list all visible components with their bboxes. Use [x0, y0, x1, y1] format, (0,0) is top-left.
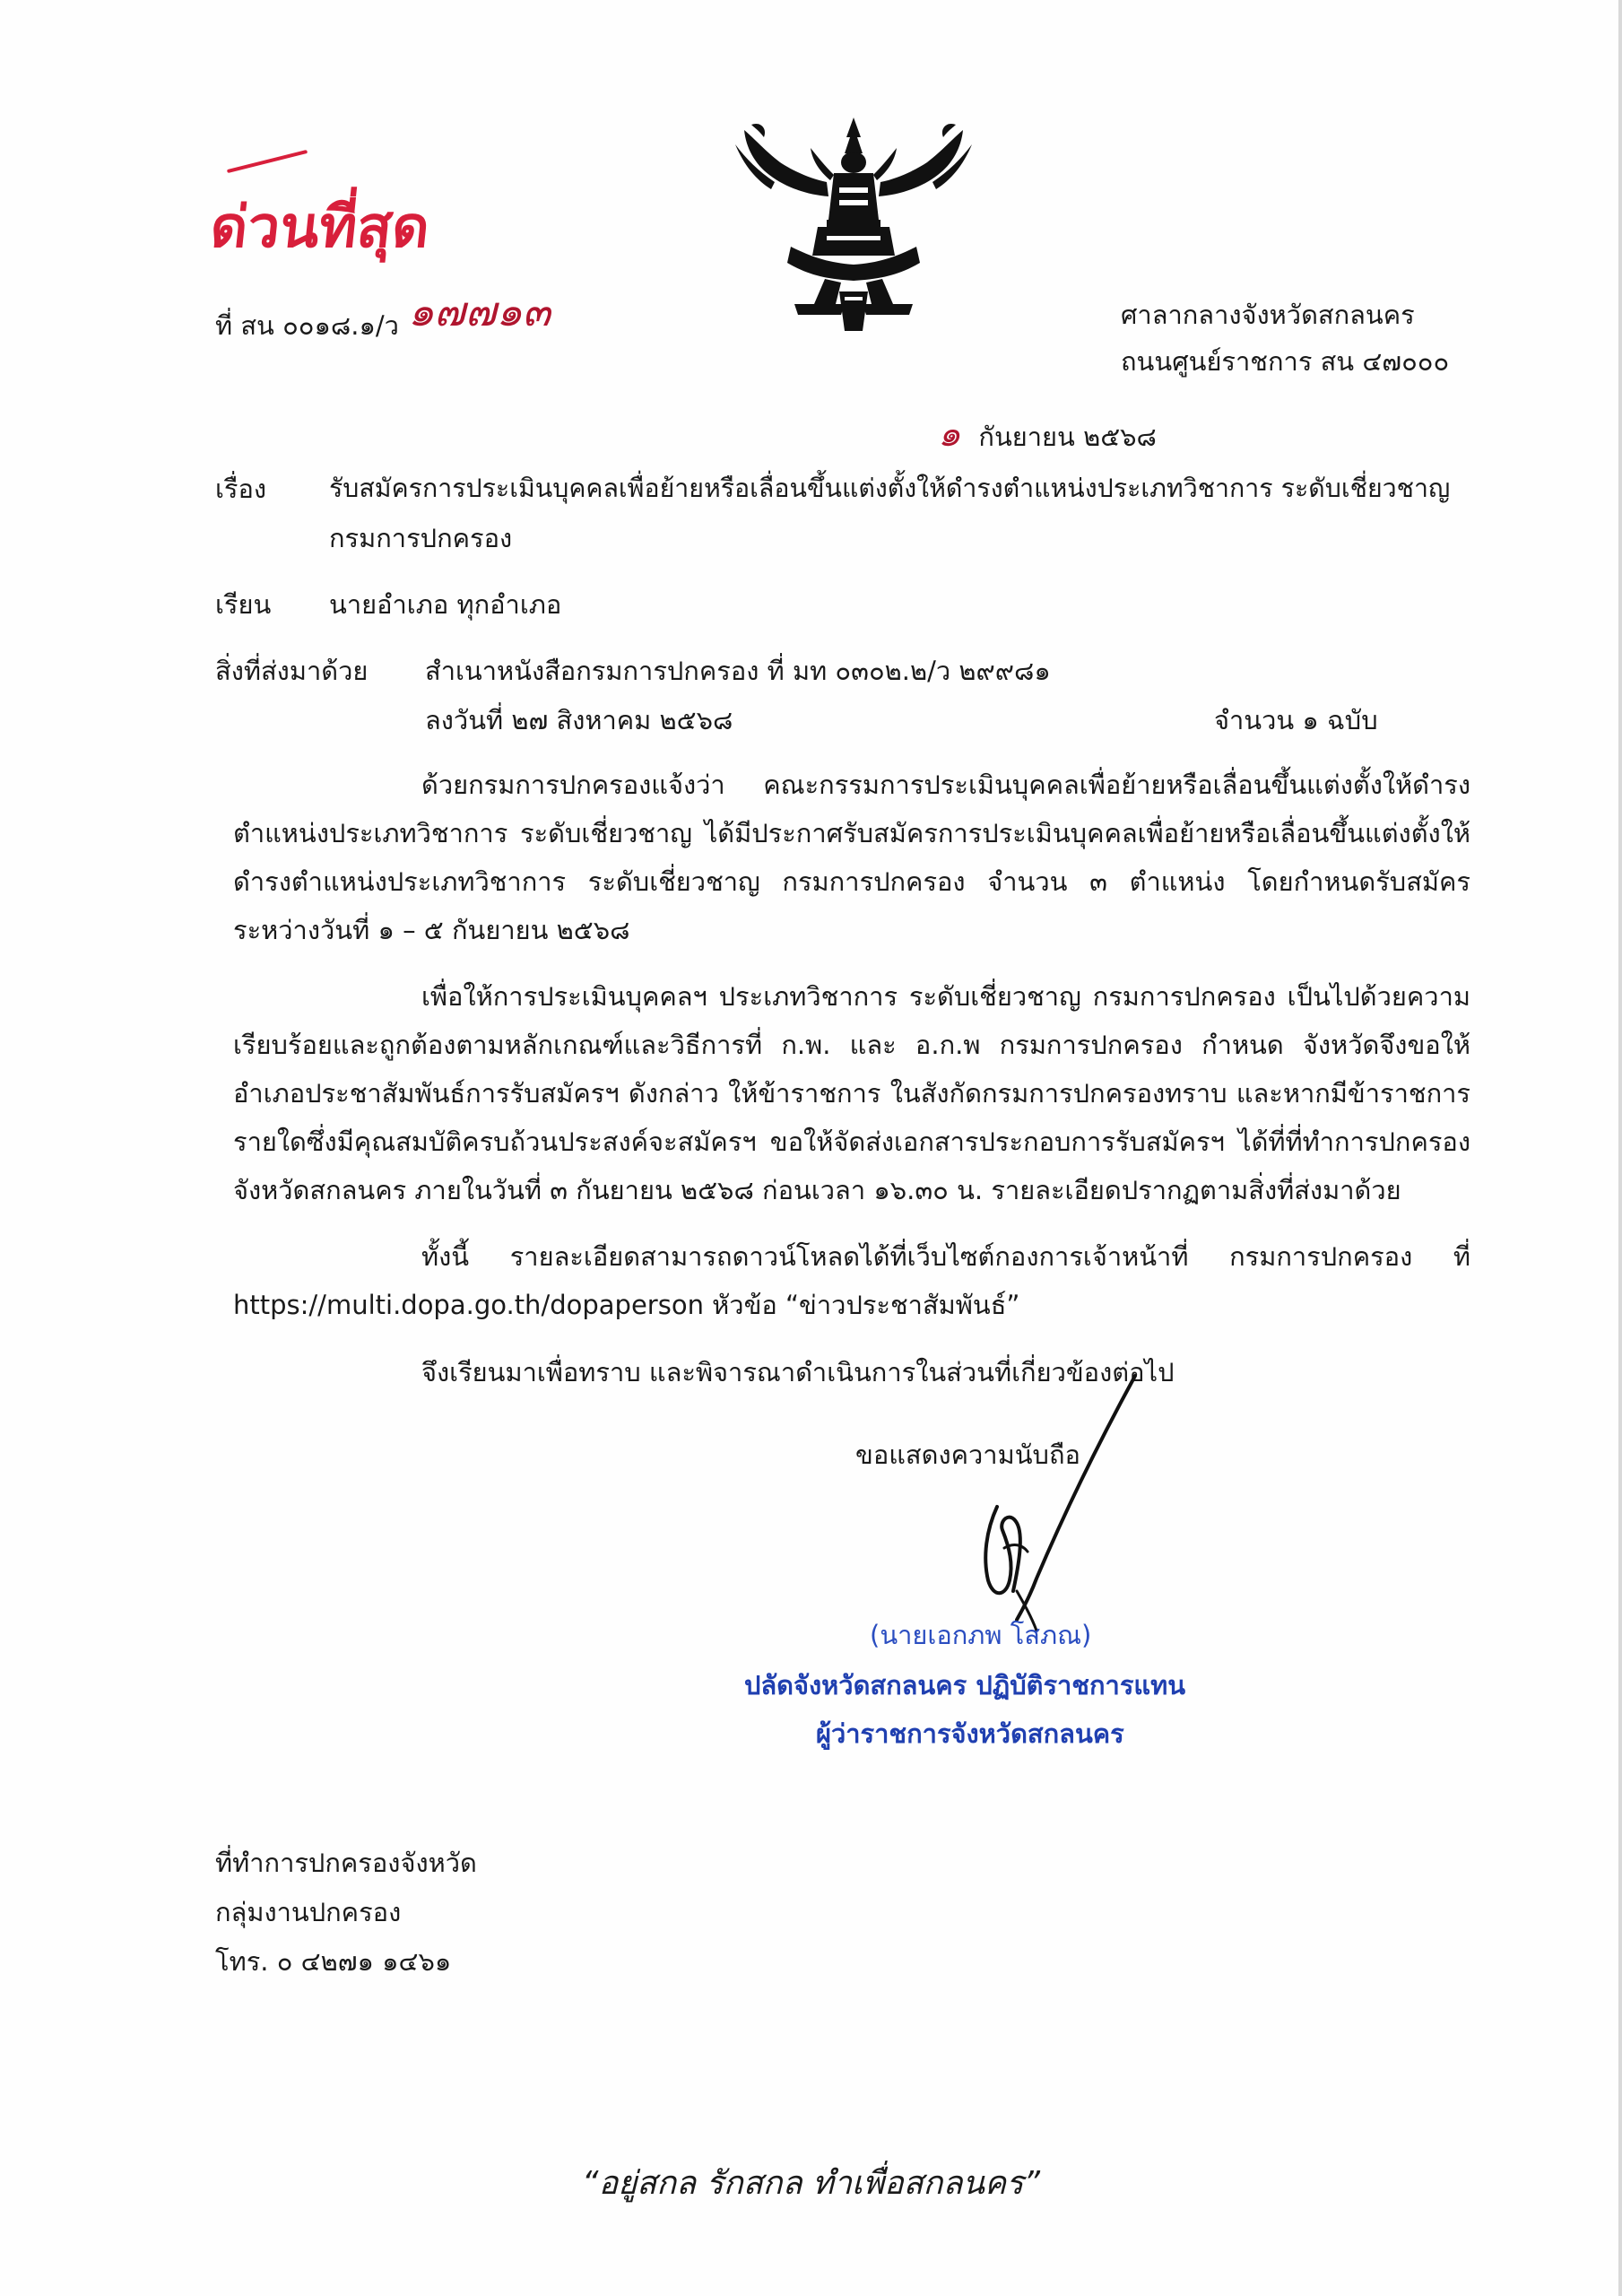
body-paragraph-3	[233, 1232, 1470, 1329]
garuda-emblem-icon	[728, 112, 979, 332]
office-line1: ที่ทำการปกครองจังหวัด	[215, 1848, 477, 1878]
sender-address-line1: ศาลากลางจังหวัดสกลนคร	[1121, 300, 1415, 330]
signatory-name: (นายเอกภพ โสภณ)	[870, 1620, 1092, 1650]
closing-salutation: ขอแสดงความนับถือ	[855, 1439, 1080, 1470]
paragraph-1-text: ด้วยกรมการปกครองแจ้งว่า คณะกรรมการประเมินบุคคลเพื่อย้ายหรือเลื่อนขึ้นแต่งตั้งให้ดำรงตำแหน่งประเภทวิชาการ ระดับเชี่ยวชาญ ได้มีประกาศรับสมัครการประเมินบุคคลเพื่อย้ายหรือเลื่อนขึ้นแต่งตั้งให้ดำรงตำแหน่งประเภทวิชาการ ระดับเชี่ยวชาญ กรมการปกครอง จำนวน ๓ ตำแหน่ง โดยกำหนดรับสมัครระหว่างวันที่ ๑ – ๕ กันยายน ๒๕๖๘	[233, 770, 1470, 945]
office-line2: กลุ่มงานปกครอง	[215, 1897, 402, 1927]
signatory-position-line2: ผู้ว่าราชการจังหวัดสกลนคร	[816, 1718, 1124, 1749]
urgency-stamp-mark	[227, 150, 308, 173]
date-month-year: กันยายน ๒๕๖๘	[978, 422, 1157, 452]
recipient-value: นายอำเภอ ทุกอำเภอ	[329, 589, 562, 620]
office-phone: โทร. ๐ ๔๒๗๑ ๑๔๖๑	[215, 1946, 452, 1977]
body-paragraph-2	[233, 972, 1470, 1214]
reference-handwritten: ๑๗๗๑๓	[407, 287, 551, 335]
reference-number	[215, 287, 551, 345]
signatory-position-line1: ปลัดจังหวัดสกลนคร ปฏิบัติราชการแทน	[744, 1670, 1186, 1700]
sender-address-line2: ถนนศูนย์ราชการ สน ๔๗๐๐๐	[1121, 346, 1450, 377]
enclosure-line1: สำเนาหนังสือกรมการปกครอง ที่ มท ๐๓๐๒.๒/ว ๒๙๙๘๑	[425, 656, 1051, 686]
paragraph-2-text: เพื่อให้การประเมินบุคคลฯ ประเภทวิชาการ ระดับเชี่ยวชาญ กรมการปกครอง เป็นไปด้วยความเรียบร้อยและถูกต้องตามหลักเกณฑ์และวิธีการที่ ก.พ. และ อ.ก.พ กรมการปกครอง กำหนด จังหวัดจึงขอให้อำเภอประชาสัมพันธ์การรับสมัครฯ ดังกล่าว ให้ข้าราชการ ในสังกัดกรมการปกครองทราบ และหากมีข้าราชการรายใดซึ่งมีคุณสมบัติครบถ้วนประสงค์จะสมัครฯ ขอให้จัดส่งเอกสารประกอบการรับสมัครฯ ได้ที่ที่ทำการปกครองจังหวัดสกลนคร ภายในวันที่ ๓ กันยายน ๒๕๖๘ ก่อนเวลา ๑๖.๓๐ น. รายละเอียดปรากฏตามสิ่งที่ส่งมาด้วย	[233, 981, 1470, 1205]
recipient-label: เรียน	[215, 589, 272, 620]
body-paragraph-1	[233, 761, 1470, 954]
subject-label: เรื่อง	[215, 474, 267, 504]
province-slogan: “อยู่สกล รักสกล ทำเพื่อสกลนคร”	[581, 2165, 1041, 2202]
enclosure-count: จำนวน ๑ ฉบับ	[1214, 705, 1378, 735]
letter-date	[938, 413, 1157, 456]
date-day-handwritten: ๑	[938, 413, 961, 455]
subject-line1: รับสมัครการประเมินบุคคลเพื่อย้ายหรือเลื่อนขึ้นแต่งตั้งให้ดำรงตำแหน่งประเภทวิชาการ ระดับเชี่ยวชาญ	[329, 474, 1451, 503]
scan-edge	[1618, 0, 1622, 2296]
enclosure-label: สิ่งที่ส่งมาด้วย	[215, 656, 369, 686]
paragraph-3-text: ทั้งนี้ รายละเอียดสามารถดาวน์โหลดได้ที่เว็บไซต์กองการเจ้าหน้าที่ กรมการปกครอง ที่ https://multi.dopa.go.th/dopaperson หัวข้อ “ข่าวประชาสัมพันธ์”	[233, 1241, 1470, 1320]
subject-line2: กรมการปกครอง	[329, 523, 513, 553]
handwritten-signature	[924, 1372, 1157, 1641]
closing-request: จึงเรียนมาเพื่อทราบ และพิจารณาดำเนินการในส่วนที่เกี่ยวข้องต่อไป	[421, 1357, 1175, 1387]
urgency-stamp: ด่วนที่สุด	[207, 195, 433, 261]
reference-prefix: ที่ สน ๐๐๑๘.๑/ว	[215, 310, 399, 341]
enclosure-line2: ลงวันที่ ๒๗ สิงหาคม ๒๕๖๘	[425, 705, 733, 735]
